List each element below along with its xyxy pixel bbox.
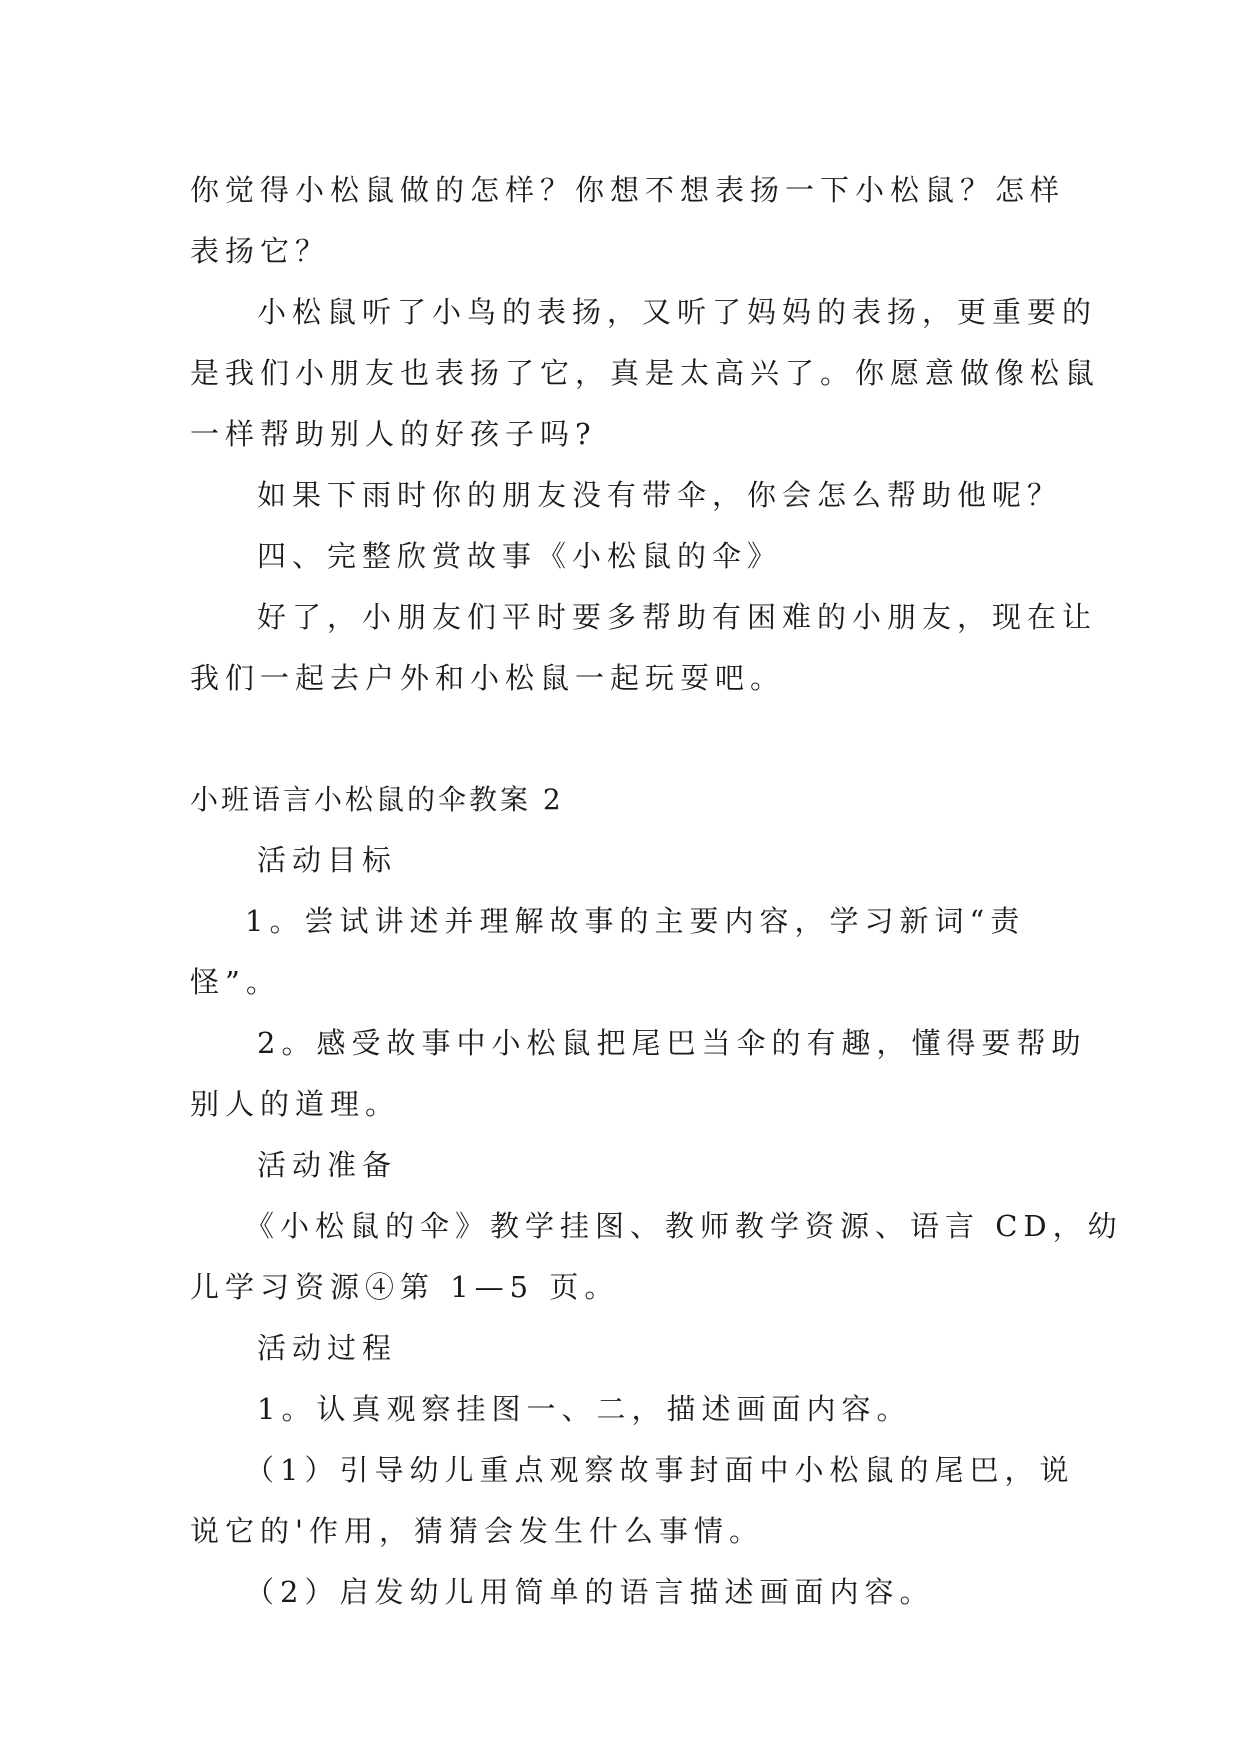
paragraph-line: 如果下雨时你的朋友没有带伞，你会怎么帮助他呢？ — [257, 478, 1063, 512]
section-heading: 活动准备 — [257, 1148, 398, 1182]
paragraph-line: 表扬它？ — [190, 234, 331, 268]
document-page — [190, 160, 1123, 1623]
document-title: 小班语言小松鼠的伞教案 2 — [190, 783, 564, 816]
paragraph-line: 好了，小朋友们平时要多帮助有困难的小朋友，现在让 — [257, 600, 1098, 634]
paragraph-line: （2）启发幼儿用简单的语言描述画面内容。 — [245, 1575, 935, 1609]
paragraph-line: 你觉得小松鼠做的怎样？你想不想表扬一下小松鼠？怎样 — [190, 173, 1066, 207]
paragraph-line: （1）引导幼儿重点观察故事封面中小松鼠的尾巴，说 — [245, 1453, 1075, 1487]
section-heading: 四、完整欣赏故事《小松鼠的伞》 — [257, 539, 783, 573]
paragraph-line: 《小松鼠的伞》教学挂图、教师教学资源、语言 CD，幼 — [245, 1209, 1123, 1243]
paragraph-line: 2。感受故事中小松鼠把尾巴当伞的有趣，懂得要帮助 — [257, 1026, 1087, 1060]
paragraph-line: 1。认真观察挂图一、二，描述画面内容。 — [257, 1392, 912, 1426]
paragraph-line: 儿学习资源④第 1—5 页。 — [190, 1270, 620, 1304]
paragraph-line: 怪”。 — [190, 965, 281, 999]
paragraph-line: 说它的'作用，猜猜会发生什么事情。 — [190, 1514, 764, 1548]
paragraph-line: 一样帮助别人的好孩子吗? — [190, 417, 597, 451]
section-heading: 活动过程 — [257, 1331, 398, 1365]
paragraph-line: 是我们小朋友也表扬了它，真是太高兴了。你愿意做像松鼠 — [190, 356, 1101, 390]
paragraph-line: 小松鼠听了小鸟的表扬，又听了妈妈的表扬，更重要的 — [257, 295, 1098, 329]
paragraph-line: 别人的道理。 — [190, 1087, 401, 1121]
section-heading: 活动目标 — [257, 843, 398, 877]
paragraph-line: 我们一起去户外和小松鼠一起玩耍吧。 — [190, 661, 786, 695]
spacer — [190, 709, 1055, 769]
paragraph-line: 1。尝试讲述并理解故事的主要内容，学习新词“责 — [245, 904, 1026, 938]
